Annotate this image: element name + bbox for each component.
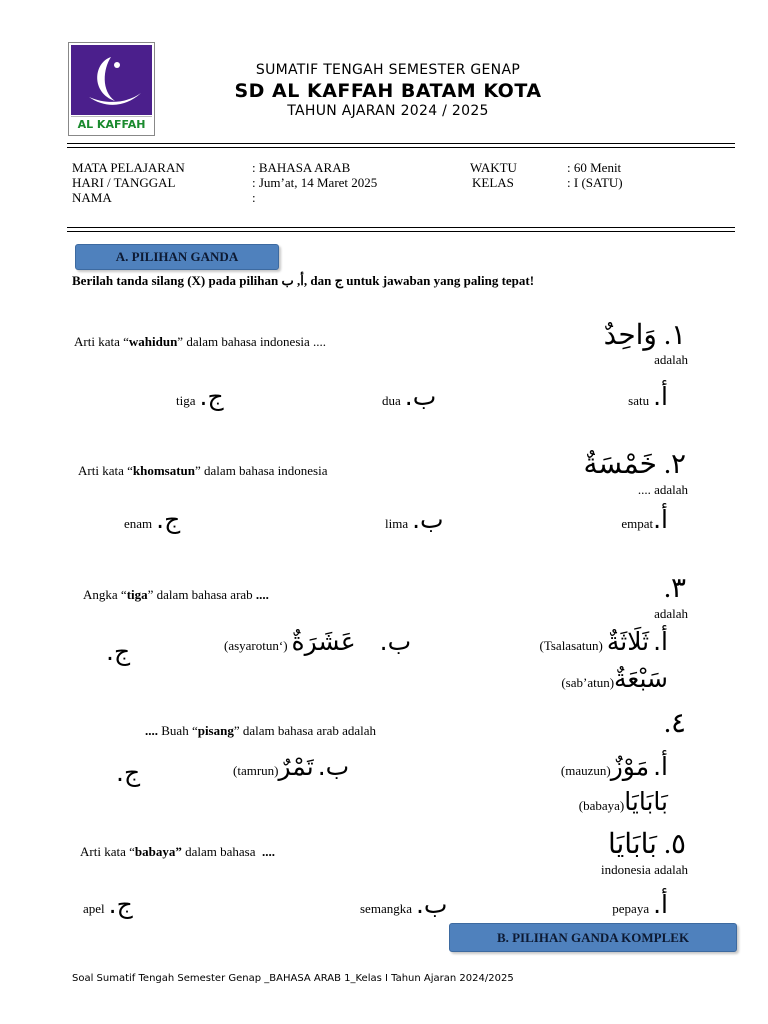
q2-number: ٢. خَمْسَةٌ bbox=[583, 449, 686, 480]
kelas-value: : I (SATU) bbox=[567, 175, 623, 190]
q1-number: ١. وَاحِدٌ bbox=[603, 320, 686, 351]
option-letter-a: أ. bbox=[653, 752, 668, 781]
section-a-heading: A. PILIHAN GANDA bbox=[75, 244, 279, 270]
q5-option-c[interactable]: apel ج. bbox=[83, 890, 133, 919]
q3-number: ٣. bbox=[663, 573, 686, 604]
school-name: SD AL KAFFAH BATAM KOTA bbox=[234, 80, 542, 102]
option-letter-c: ج. bbox=[106, 637, 131, 666]
q1-option-c[interactable]: tiga ج. bbox=[176, 382, 224, 411]
exam-title: SUMATIF TENGAH SEMESTER GENAP bbox=[255, 62, 521, 78]
academic-year: TAHUN AJARAN 2024 / 2025 bbox=[287, 103, 489, 119]
q1-text: Arti kata “wahidun” dalam bahasa indonesia .... bbox=[74, 334, 327, 349]
info-divider-top bbox=[67, 227, 735, 228]
option-letter-b: ب. bbox=[412, 505, 444, 534]
hari-value: : Jum’at, 14 Maret 2025 bbox=[252, 175, 378, 190]
q4-option-c-answer: (babaya)بَابَايَا bbox=[578, 787, 668, 816]
option-letter-a: أ. bbox=[653, 382, 668, 411]
mapel-label: MATA PELAJARAN bbox=[72, 160, 185, 175]
q2-option-c[interactable]: enam ج. bbox=[124, 505, 181, 534]
q1-option-b[interactable]: dua ب. bbox=[382, 382, 437, 411]
q3-option-c-answer: (sab’atun)سَبْعَةٌ bbox=[561, 664, 668, 693]
option-letter-c: ج. bbox=[156, 505, 181, 534]
kelas-label: KELAS bbox=[472, 175, 514, 190]
q2-option-b[interactable]: lima ب. bbox=[385, 505, 444, 534]
option-letter-b: ب. bbox=[379, 627, 412, 656]
logo-text: AL KAFFAH bbox=[71, 116, 152, 133]
waktu-label: WAKTU bbox=[470, 160, 517, 175]
option-letter-a: أ. bbox=[653, 627, 668, 656]
option-letter-c: ج. bbox=[116, 758, 141, 787]
q5-tail: indonesia adalah bbox=[601, 862, 688, 877]
section-b-heading: B. PILIHAN GANDA KOMPLEK bbox=[449, 923, 737, 952]
q5-option-a[interactable]: pepaya أ. bbox=[612, 890, 668, 919]
page-footer: Soal Sumatif Tengah Semester Genap _BAHASA ARAB 1_Kelas I Tahun Ajaran 2024/2025 bbox=[72, 973, 514, 984]
q3-option-a[interactable]: (Tsalasatun) ثَلَاثَةٌ أ. bbox=[539, 627, 668, 656]
q3-option-c[interactable] bbox=[106, 637, 130, 666]
option-letter-a: أ. bbox=[653, 890, 668, 919]
q5-number: ٥. بَابَايَا bbox=[607, 829, 686, 860]
option-letter-b: ب. bbox=[404, 382, 437, 411]
q2-tail: .... adalah bbox=[637, 482, 688, 497]
nama-label: NAMA bbox=[72, 190, 112, 205]
waktu-value: : 60 Menit bbox=[567, 160, 622, 175]
nama-value: : bbox=[252, 190, 256, 205]
q5-option-b[interactable]: semangka ب. bbox=[360, 890, 448, 919]
q5-text: Arti kata “babaya” dalam bahasa .... bbox=[80, 844, 275, 859]
q2-text: Arti kata “khomsatun” dalam bahasa indonesia bbox=[78, 463, 328, 478]
header-divider-top bbox=[67, 143, 735, 144]
option-letter-c: ج. bbox=[108, 890, 133, 919]
q3-option-b[interactable]: (asyarotun‘) عَشَرَةٌ ب. bbox=[224, 627, 412, 656]
hari-label: HARI / TANGGAL bbox=[72, 175, 176, 190]
q4-option-b[interactable]: (tamrun)تَمْرٌ ب. bbox=[233, 752, 350, 781]
q4-text: .... Buah “pisang” dalam bahasa arab adalah bbox=[145, 723, 377, 738]
header-divider-bottom bbox=[67, 147, 735, 148]
q1-option-a[interactable]: satu أ. bbox=[628, 382, 668, 411]
q4-option-c[interactable] bbox=[116, 758, 140, 787]
q3-tail: adalah bbox=[654, 606, 688, 621]
q4-option-a[interactable]: (mauzun)مَوْزٌ أ. bbox=[560, 752, 668, 781]
option-letter-b: ب. bbox=[415, 890, 448, 919]
option-letter-a: أ. bbox=[653, 505, 668, 534]
q4-number: ٤. bbox=[663, 708, 686, 739]
mapel-value: : BAHASA ARAB bbox=[252, 160, 351, 175]
option-letter-c: ج. bbox=[199, 382, 224, 411]
info-divider-bottom bbox=[67, 231, 735, 232]
option-letter-b: ب. bbox=[317, 752, 350, 781]
q2-option-a[interactable]: empatأ. bbox=[621, 505, 668, 534]
q3-text: Angka “tiga” dalam bahasa arab .... bbox=[83, 587, 269, 602]
instruction-text: Berilah tanda silang (X) pada pilihan أ, ب, dan ج untuk jawaban yang paling tepat! bbox=[72, 273, 535, 288]
q1-tail: adalah bbox=[654, 352, 688, 367]
